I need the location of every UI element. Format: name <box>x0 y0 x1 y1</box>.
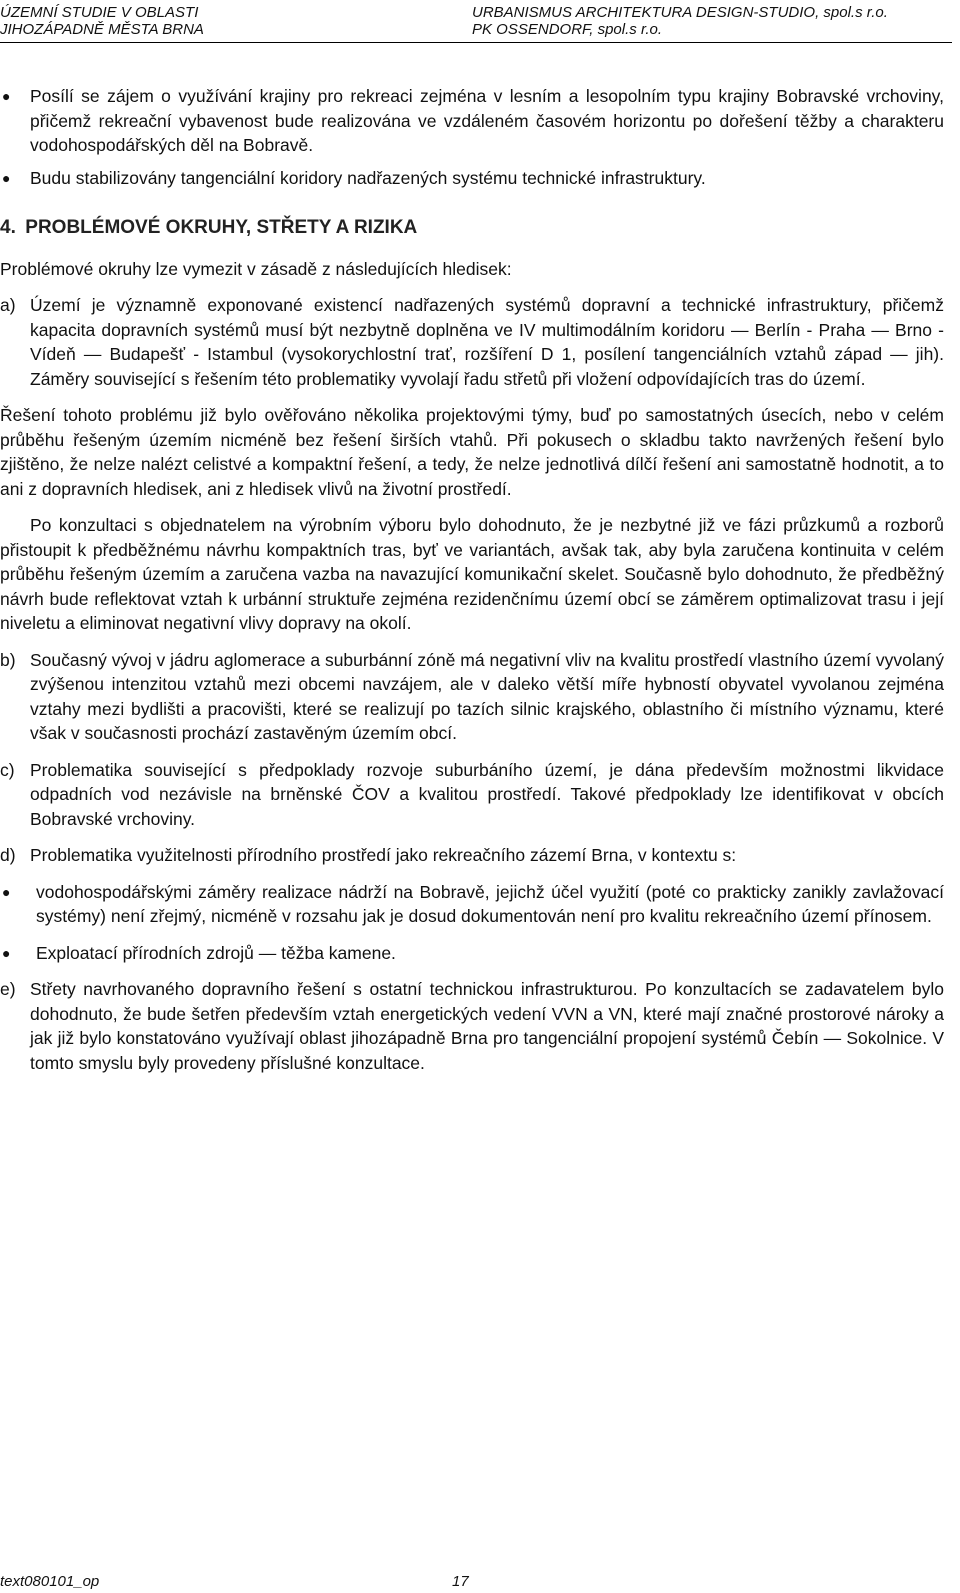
bullet-item <box>0 941 944 966</box>
header-right-line-1: URBANISMUS ARCHITEKTURA DESIGN-STUDIO, spol.s r.o. <box>472 4 888 21</box>
bullet-item <box>0 166 944 191</box>
list-item-a <box>0 293 944 391</box>
paragraph: Po konzultaci s objednatelem na výrobním výboru bylo dohodnuto, že je nezbytné již ve fázi průzkumů a rozborů přistoupit k předběžnému návrhu kompaktních tras, byť ve variantách, avšak tak, aby byla zaručena kontinuita v celém průběhu řešeným územím a zaručena vazba na navazující komunikační skelet. Současně bylo dohodnuto, že předběžný návrh bude reflektovat vztah k urbánní struktuře zejména rezidenčnímu území obcí se záměrem optimalizovat trasu i její niveletu a eliminovat negativní vlivy dopravy na okolí. <box>0 515 944 633</box>
section-number: 4. <box>0 217 16 238</box>
bullet-icon: ● <box>2 169 11 186</box>
bullet-icon: ● <box>2 88 11 104</box>
header-right <box>472 4 888 38</box>
bullet-icon: ● <box>2 883 11 900</box>
page-header <box>0 4 960 40</box>
footer-doc-id: text080101_op <box>0 1573 100 1590</box>
footer-page-number: 17 <box>452 1573 469 1590</box>
header-left-line-1: ÚZEMNÍ STUDIE V OBLASTI <box>0 4 199 21</box>
list-item-b <box>0 648 944 746</box>
item-text: Současný vývoj v jádru aglomerace a suburbánní zóně má negativní vliv na kvalitu prostředí vlastního území vyvolaný zvýšenou intenzitou vztahů mezi obcemi navzájem, ale v daleko větší míře hybností obyvatel vyvolanou zejména vztahy mezi bydlišti a pracovišti, které se realizují po tazích silnic krajského, oblastního či místního významu, které však v současnosti prochází zastavěným územím obcí. <box>30 649 944 743</box>
bullet-text: vodohospodářskými záměry realizace nádrží na Bobravě, jejichž účel využití (poté co prakticky zanikly zavlažovací systémy) není zřejmý, nicméně v rozsahu jak je dosud dokumentován není pro kvalitu rekreačního území přínosem. <box>36 881 944 926</box>
item-text: Území je významně exponované existencí nadřazených systémů dopravní a technické infrastruktury, přičemž kapacita dopravních systémů musí být nezbytně doplněna ve IV multimodálním koridoru — Berlín - Praha — Brno - Vídeň — Budapešť - Istambul (vysokorychlostní trať, rozšíření D 1, posílení tangenciálních vztahů západ — jih). Záměry související s řešením této problematiky vyvolají řadu střetů při vložení odpovídajících tras do území. <box>30 295 944 389</box>
section-title: PROBLÉMOVÉ OKRUHY, STŘETY A RIZIKA <box>25 217 418 238</box>
item-text: Problematika související s předpoklady rozvoje suburbáního území, je dána především možnostmi likvidace odpadních vod nezávisle na brněnské ČOV a kvalitou prostředí. Takové předpoklady lze identifikovat v obcích Bobravské vrchoviny. <box>30 759 944 829</box>
bullet-text: Posílí se zájem o využívání krajiny pro rekreaci zejména v lesním a lesopolním typu krajiny Bobravské vrchoviny, přičemž rekreační vybavenost bude realizována ve vzdáleném časovém horizontu po dořešení těžby a charakteru vodohospodářských děl na Bobravě. <box>30 86 944 155</box>
bullet-item <box>0 880 944 929</box>
bullet-item <box>0 84 944 158</box>
item-label: e) <box>0 979 16 999</box>
item-label: c) <box>0 759 15 780</box>
section-heading <box>0 216 944 241</box>
bullet-text: Budu stabilizovány tangenciální koridory nadřazených systému technické infrastruktury. <box>30 167 706 188</box>
header-right-line-2: PK OSSENDORF, spol.s r.o. <box>472 21 663 38</box>
item-text: Střety navrhovaného dopravního řešení s ostatní technickou infrastrukturou. Po konzultacích se zadavatelem bylo dohodnuto, že bude šetřen především vztah energetických vedení VVN a VN, které mají značné prostorové nároky a jak již bylo konstatováno využívají oblast jihozápadně Brna pro tangenciální propojení systémů Čebín — Sokolnice. V tomto smyslu byly provedeny příslušné konzultace. <box>30 979 944 1073</box>
page-content <box>0 84 944 1087</box>
item-label: b) <box>0 649 16 670</box>
item-label: d) <box>0 845 16 865</box>
header-left <box>0 4 204 38</box>
list-item-d <box>0 843 944 868</box>
list-item-e <box>0 977 944 1075</box>
bullet-text: Exploatací přírodních zdrojů — těžba kamene. <box>36 942 396 963</box>
list-item-c <box>0 758 944 832</box>
item-text: Problematika využitelnosti přírodního prostředí jako rekreačního zázemí Brna, v kontextu s: <box>30 845 737 865</box>
header-left-line-2: JIHOZÁPADNĚ MĚSTA BRNA <box>0 21 204 38</box>
item-label: a) <box>0 295 16 315</box>
bullet-icon: ● <box>2 944 11 961</box>
paragraph: Řešení tohoto problému již bylo ověřováno několika projektovými týmy, buď po samostatných úsecích, nebo v celém průběhu řešeným územím nicméně bez řešení širších vtahů. Při pokusech o skladbu takto navržených řešení bylo zjištěno, že nelze nalézt celistvé a kompaktní řešení, a tedy, že nelze jednotlivá dílčí řešení ani samostatně hodnotit, a to ani z dopravních hledisek, ani z hledisek vlivů na životní prostředí. <box>0 405 944 499</box>
section-intro: Problémové okruhy lze vymezit v zásadě z následujících hledisek: <box>0 258 512 279</box>
header-divider <box>0 42 952 43</box>
